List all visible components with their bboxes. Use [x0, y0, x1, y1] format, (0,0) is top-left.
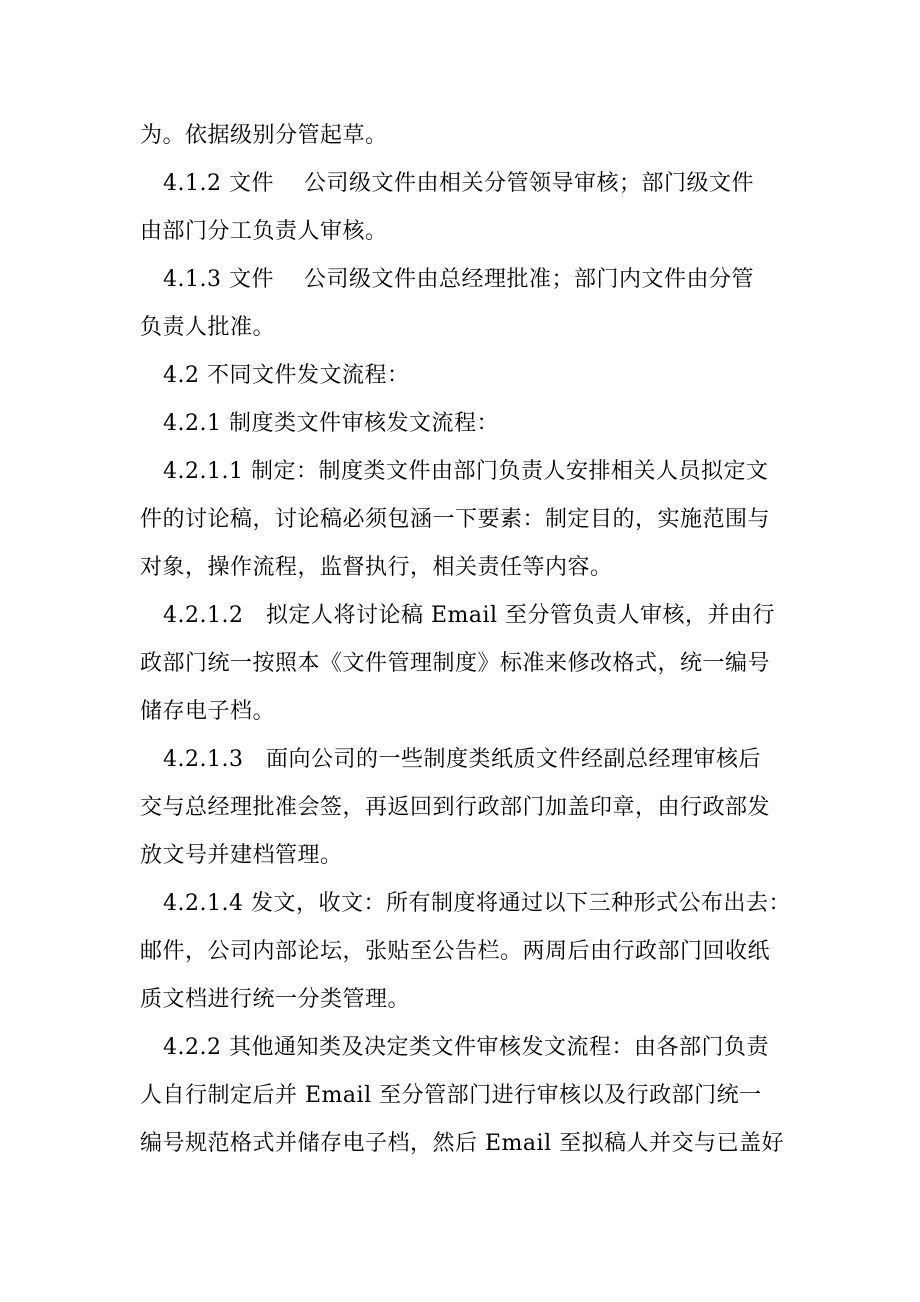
text-line: 负责人批准。 — [140, 315, 276, 340]
text-line: 质文档进行统一分类管理。 — [140, 987, 411, 1012]
text-line: 4.1.2 文件 公司级文件由相关分管领导审核；部门级文件 — [163, 171, 754, 196]
text-line: 邮件，公司内部论坛，张贴至公告栏。两周后由行政部门回收纸 — [140, 939, 771, 964]
text-line: 4.2.1.1 制定：制度类文件由部门负责人安排相关人员拟定文 — [163, 459, 769, 484]
text-line: 件的讨论稿，讨论稿必须包涵一下要素：制定目的，实施范围与 — [140, 507, 771, 532]
text-line: 4.2.1.4 发文，收文：所有制度将通过以下三种形式公布出去： — [163, 891, 791, 916]
text-line: 编号规范格式并储存电子档，然后 Email 至拟稿人并交与已盖好 — [140, 1131, 785, 1156]
text-line: 4.2.2 其他通知类及决定类文件审核发文流程：由各部门负责 — [163, 1035, 769, 1060]
text-line: 对象，操作流程，监督执行，相关责任等内容。 — [140, 555, 613, 580]
text-line: 交与总经理批准会签，再返回到行政部门加盖印章，由行政部发 — [140, 795, 771, 820]
text-line: 由部门分工负责人审核。 — [140, 219, 388, 244]
text-line: 4.2 不同文件发文流程： — [163, 363, 410, 388]
text-line: 4.1.3 文件 公司级文件由总经理批准；部门内文件由分管 — [163, 267, 754, 292]
text-line: 4.2.1.3 面向公司的一些制度类纸质文件经副总经理审核后 — [163, 747, 761, 772]
text-line: 4.2.1 制度类文件审核发文流程： — [163, 411, 499, 436]
text-line: 储存电子档。 — [140, 699, 276, 724]
text-line: 4.2.1.2 拟定人将讨论稿 Email 至分管负责人审核，并由行 — [163, 603, 776, 628]
text-line: 放文号并建档管理。 — [140, 843, 343, 868]
text-line: 人自行制定后并 Email 至分管部门进行审核以及行政部门统一 — [140, 1083, 762, 1108]
text-line: 政部门统一按照本《文件管理制度》标准来修改格式，统一编号 — [140, 651, 771, 676]
text-line: 为。依据级别分管起草。 — [140, 123, 388, 148]
